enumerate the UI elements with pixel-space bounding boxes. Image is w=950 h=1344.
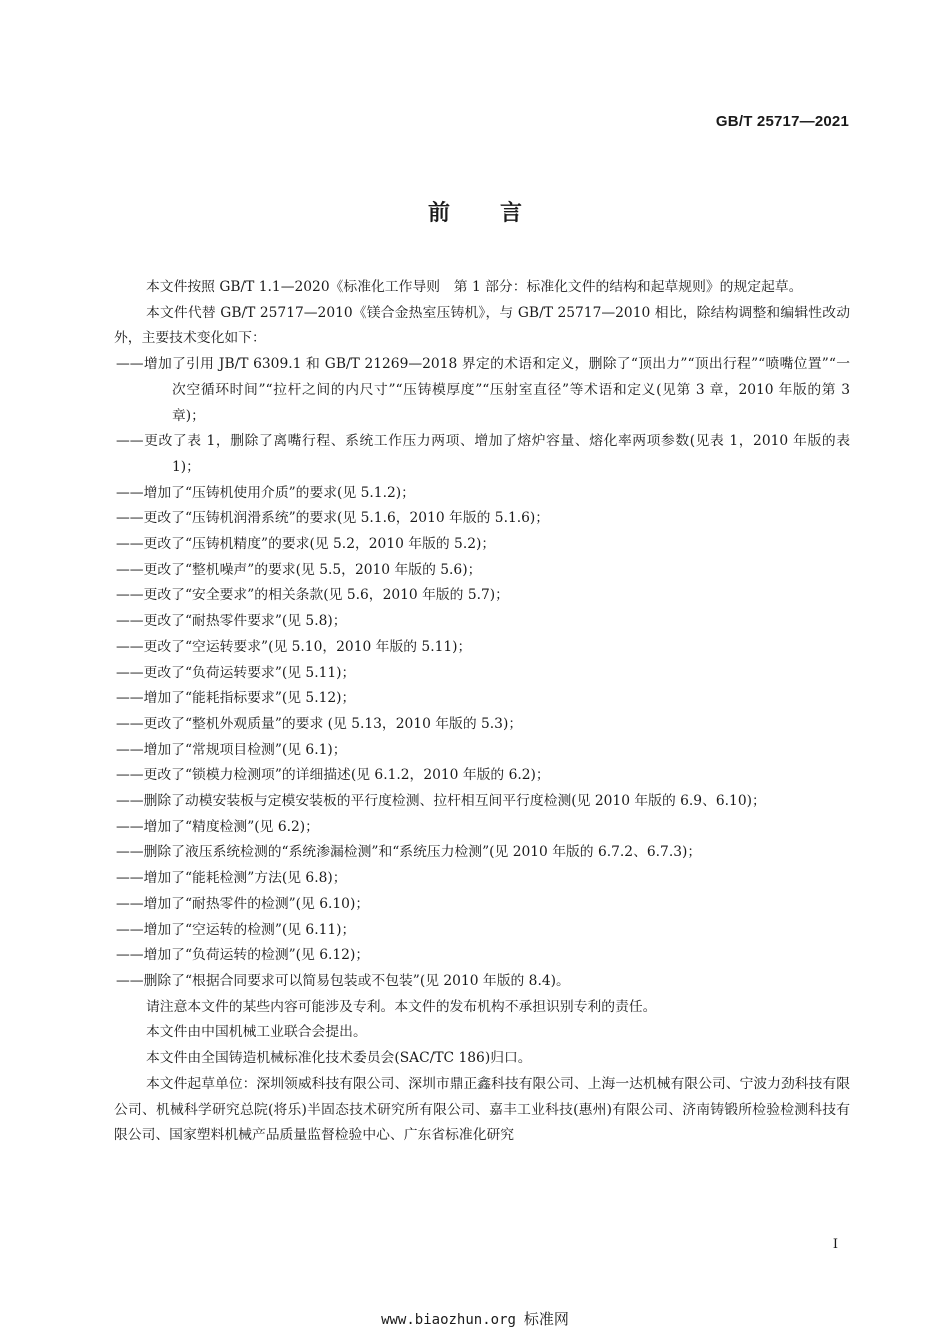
change-item: ——更改了“空运转要求”(见 5.10，2010 年版的 5.11)；: [116, 638, 472, 655]
change-item: ——增加了“精度检测”(见 6.2)；: [116, 818, 319, 835]
paragraph-proposer: 本文件由中国机械工业联合会提出。: [146, 1024, 367, 1041]
change-item: ——删除了“根据合同要求可以简易包装或不包装”(见 2010 年版的 8.4)。: [116, 972, 570, 989]
change-item: ——增加了“耐热零件的检测”(见 6.10)；: [116, 895, 370, 912]
change-item: ——更改了“压铸机精度”的要求(见 5.2，2010 年版的 5.2)；: [116, 536, 496, 553]
change-item: ——增加了“压铸机使用介质”的要求(见 5.1.2)；: [116, 484, 415, 501]
paragraph-patent-notice: 请注意本文件的某些内容可能涉及专利。本文件的发布机构不承担识别专利的责任。: [146, 998, 657, 1015]
page-title: 前言: [427, 201, 572, 226]
footer-url[interactable]: www.biaozhun.org: [381, 1312, 516, 1328]
page-number: I: [832, 1237, 838, 1252]
footer-brand: 标准网: [523, 1310, 569, 1328]
change-item: ——增加了“空运转的检测”(见 6.11)；: [116, 921, 356, 938]
change-item: ——更改了“压铸机润滑系统”的要求(见 5.1.6，2010 年版的 5.1.6)；: [116, 510, 550, 527]
change-item: ——更改了“整机外观质量”的要求 (见 5.13，2010 年版的 5.3)；: [116, 715, 523, 732]
change-item: ——删除了液压系统检测的“系统渗漏检测”和“系统压力检测”(见 2010 年版的 6.7.2、6.7.3)；: [116, 844, 702, 861]
change-item: ——更改了表 1，删除了离嘴行程、系统工作压力两项、增加了熔炉容量、熔化率两项参数(见表 1，2010 年版的表 1)；: [116, 433, 850, 475]
change-item: ——更改了“负荷运转要求”(见 5.11)；: [116, 664, 356, 681]
change-item: ——更改了“耐热零件要求”(见 5.8)；: [116, 613, 347, 630]
paragraph-drafting-basis: 本文件按照 GB/T 1.1—2020《标准化工作导则 第 1 部分：标准化文件的结构和起草规则》的规定起草。: [146, 279, 803, 295]
change-item: ——增加了引用 JB/T 6309.1 和 GB/T 21269—2018 界定的术语和定义，删除了“顶出力”“顶出行程”“喷嘴位置”“一次空循环时间”“拉杆之间的内尺寸”“压铸模厚度”“压射室直径”等术语和定义(见第 3 章，2010 年版的第 3 章)；: [116, 356, 850, 424]
footer-watermark: [0, 1308, 950, 1329]
change-item: ——更改了“整机噪声”的要求(见 5.5，2010 年版的 5.6)；: [116, 561, 482, 578]
change-item: ——增加了“负荷运转的检测”(见 6.12)；: [116, 947, 370, 964]
standard-code: GB/T 25717—2021: [715, 113, 849, 130]
change-item: ——删除了动模安装板与定模安装板的平行度检测、拉杆相互间平行度检测(见 2010 年版的 6.9、6.10)；: [116, 793, 766, 810]
paragraph-replacement: 本文件代替 GB/T 25717—2010《镁合金热室压铸机》，与 GB/T 25717—2010 相比，除结构调整和编辑性改动外，主要技术变化如下：: [114, 304, 850, 347]
paragraph-drafting-units: 本文件起草单位：深圳领威科技有限公司、深圳市鼎正鑫科技有限公司、上海一达机械有限公司、宁波力劲科技有限公司、机械科学研究总院(将乐)半固态技术研究所有限公司、嘉丰工业科技(惠州)有限公司、济南铸锻所检验检测科技有限公司、国家塑料机械产品质量监督检验中心、广东省标准化研究: [114, 1075, 850, 1144]
change-item: ——更改了“安全要求”的相关条款(见 5.6，2010 年版的 5.7)；: [116, 587, 509, 604]
change-item: ——增加了“常规项目检测”(见 6.1)；: [116, 741, 347, 758]
document-body: [114, 275, 850, 1149]
change-item: ——增加了“能耗检测”方法(见 6.8)；: [116, 870, 347, 887]
change-item: ——增加了“能耗指标要求”(见 5.12)；: [116, 690, 356, 707]
change-item: ——更改了“锁模力检测项”的详细描述(见 6.1.2，2010 年版的 6.2)；: [116, 767, 550, 784]
paragraph-administrator: 本文件由全国铸造机械标准化技术委员会(SAC/TC 186)归口。: [146, 1050, 532, 1067]
